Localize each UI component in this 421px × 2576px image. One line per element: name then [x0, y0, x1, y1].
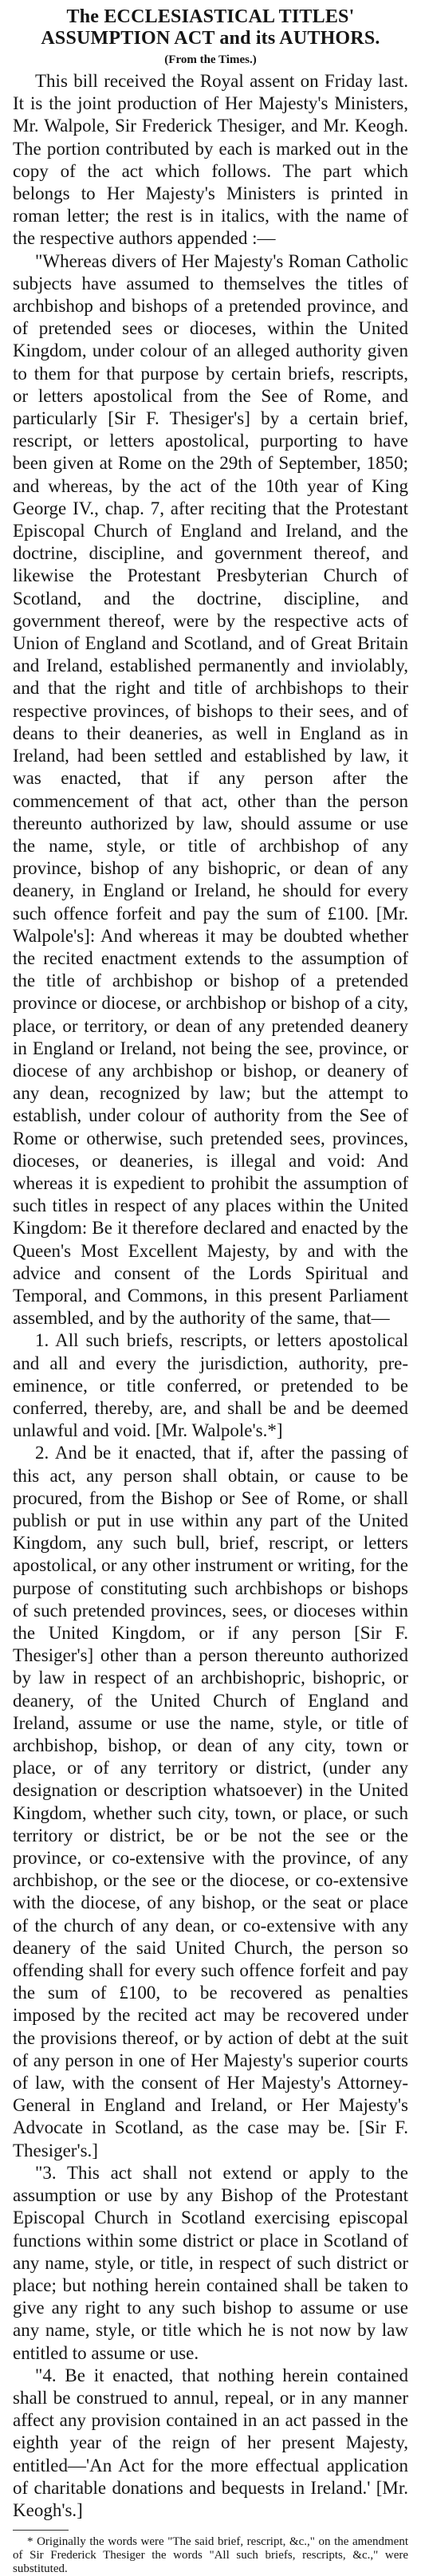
clause-4-paragraph: "4. Be it enacted, that nothing herein contained shall be construed to annul, repeal, or in any manner affect any provision contained in an act passed in the eighth year of the reign of her present Majesty, entitled—'An Act for the more effectual application of charitable donations and bequests in Ireland.' [Mr. Keogh's.]	[13, 2365, 408, 2520]
intro-paragraph: This bill received the Royal assent on Friday last. It is the joint production of Her Majesty's Ministers, Mr. Walpole, Sir Frederick Thesiger, and Mr. Keogh. The portion contributed by each is marked out in the copy of the act which follows. The part which belongs to Her Majesty's Ministers is printed in roman letter; the rest is in italics, with the name of the respective authors appended :—	[13, 71, 408, 249]
article-source: (From the Times.)	[164, 53, 257, 66]
clause-3-paragraph: "3. This act shall not extend or apply to the assumption or use by any Bishop of the Protestant Episcopal Church in Scotland exercising episcopal functions within some district or place in Scotland of any name, style, or title, in respect of such district or place; but nothing herein contained shall be taken to give any right to any such bishop to assume or use any name, style, or title which he is not now by law entitled to assume or use.	[13, 2162, 408, 2363]
footnote: * Originally the words were "The said brief, rescript, &c.," on the amendment of Sir Frederick Thesiger the words "All such briefs, rescripts, &c.," were substituted.	[13, 2535, 408, 2576]
preamble-paragraph: "Whereas divers of Her Majesty's Roman Catholic subjects have assumed to themselves the titles of archbishop and bishops of a pretended province, and of pretended sees or dioceses, within the United Kingdom, under colour of an alleged authority given to them for that purpose by certain briefs, rescripts, or letters apostolical from the See of Rome, and particularly [Sir F. Thesiger's] by a certain brief, rescript, or letters apostolical, purporting to have been given at Rome on the 29th of September, 1850; and whereas, by the act of the 10th year of King George IV., chap. 7, after reciting that the Protestant Episcopal Church of England and Ireland, and the doctrine, discipline, and government thereof, and likewise the Protestant Presbyterian Church of Scotland, and the doctrine, discipline, and government thereof, were by the respective acts of Union of England and Scotland, and of Great Britain and Ireland, established permanently and inviolably, and that the right and title of archbishops to their respective provinces, of bishops to their sees, and of deans to their deaneries, as well in England as in Ireland, had been settled and established by law, it was enacted, that if any person after the commencement of that act, other than the person thereunto authorized by law, should assume or use the name, style, or title of archbishop of any province, bishop of any bishopric, or dean of any deanery, in England or Ireland, he should for every such offence forfeit and pay the sum of £100. [Mr. Walpole's]: And whereas it may be doubted whether the recited enactment extends to the assumption of the title of archbishop or bishop of a pretended province or diocese, or archbishop or bishop of a city, place, or territory, or dean of any pretended deanery in England or Ireland, not being the see, province, or diocese of any archbishop or bishop, or deanery of any dean, recognized by law; but the attempt to establish, under colour of authority from the See of Rome or otherwise, such pretended sees, provinces, dioceses, or deaneries, is illegal and void: And whereas it is expedient to prohibit the assumption of such titles in respect of any places within the United Kingdom: Be it therefore declared and enacted by the Queen's Most Excellent Majesty, by and with the advice and consent of the Lords Spiritual and Temporal, and Commons, in this present Parliament assembled, and by the authority of the same, that—	[13, 250, 408, 1329]
footnote-divider	[13, 2530, 69, 2531]
clause-1-paragraph: 1. All such briefs, rescripts, or letters apostolical and all and every the jurisdiction, authority, pre-eminence, or title conferred, or pretended to be conferred, thereby, are, and shall be and be deemed unlawful and void. [Mr. Walpole's.*]	[13, 1330, 408, 1441]
article-headline: The ECCLESIASTICAL TITLES' ASSUMPTION ACT and its AUTHORS.	[41, 6, 380, 49]
clause-2-paragraph: 2. And be it enacted, that if, after the passing of this act, any person shall obtain, or cause to be procured, from the Bishop or See of Rome, or shall publish or put in use within any part of the United Kingdom, any such bull, brief, rescript, or letters apostolical, or any other instrument or writing, for the purpose of constituting such archbishops or bishops of such pretended provinces, sees, or dioceses within the United Kingdom, or if any person [Sir F. Thesiger's] other than a person thereunto authorized by law in respect of an archbishopric, bishopric, or deanery, of the United Church of England and Ireland, assume or use the name, style, or title of archbishop, bishop, or dean of any city, town or place, or of any territory or district, (under any designation or description whatsoever) in the United Kingdom, whether such city, town, or place, or such territory or district, be or be not the see or the province, or co-extensive with the province, of any archbishop, or the see or the diocese, or co-extensive with the diocese, of any bishop, or the seat or place of the church of any dean, or co-extensive with any deanery of the said United Church, the person so offending shall for every such offence forfeit and pay the sum of £100, to be recovered as penalties imposed by the recited act may be recovered under the provisions thereof, or by action of debt at the suit of any person in one of Her Majesty's superior courts of law, with the consent of Her Majesty's Attorney-General in England and Ireland, or Her Majesty's Advocate in Scotland, as the case may be. [Sir F. Thesiger's.]	[13, 1443, 408, 2160]
